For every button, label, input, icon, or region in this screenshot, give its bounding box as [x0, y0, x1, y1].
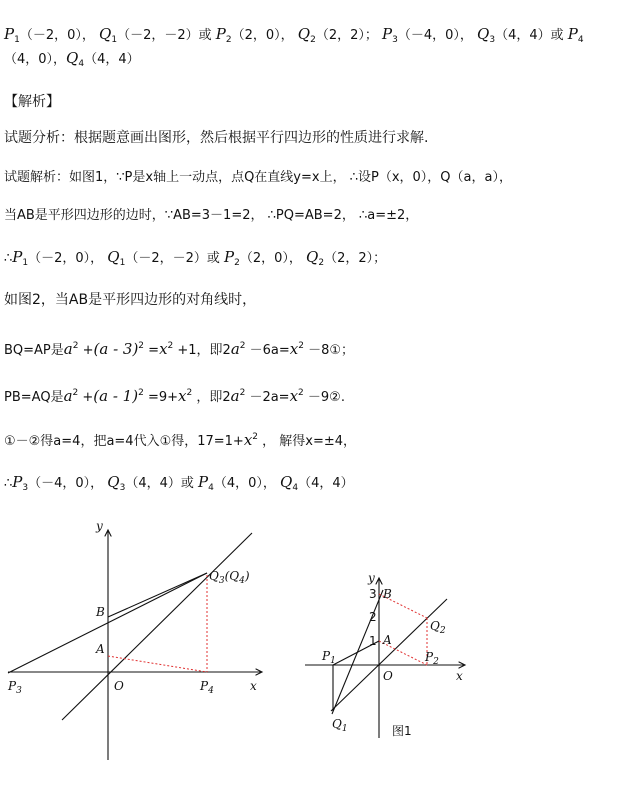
solution-line-5: BQ=AP是$a^2 +(a - 3)^2 =x^2 +1$，即$2a^2 -6a=x^2$ －8①；	[4, 340, 355, 358]
solution-line-1: 试题解析：如图1，∵P是x轴上一动点，点Q在直线y=x上， ∴设P（x，0），Q（a，a），	[4, 170, 512, 185]
fig2-p3-label: $P_3$	[8, 679, 22, 696]
solution-line-4: 如图2，当AB是平形四边形的对角线时，	[4, 292, 257, 308]
solution-line-8: $\therefore P_3(-4$，0）， $Q_3(4$，4）或 $P_4(4$，0）， $Q_4(4$，4）	[4, 473, 354, 493]
fig1-b-label: B	[383, 587, 392, 601]
fig2-a-label: A	[96, 642, 105, 656]
fig1-p1-label: $P_1$	[322, 649, 336, 666]
section-heading: 【解析】	[4, 94, 60, 110]
fig1-tick-1: 1	[369, 634, 377, 648]
fig1-q2-label: $Q_2$	[430, 619, 446, 636]
fig1-p2-label: $P_2$	[425, 650, 439, 667]
fig1-a-label: A	[383, 633, 392, 647]
solution-line-6: PB=AQ是$a^2 +(a - 1)^2 =9+x^2$ ，即$2a^2 -2a=x^2$ －9②.	[4, 387, 345, 405]
fig1-y-label: y	[368, 571, 375, 585]
analysis-text: 试题分析：根据题意画出图形，然后根据平行四边形的性质进行求解.	[4, 130, 429, 146]
fig1-tick-2: 2	[369, 610, 377, 624]
fig1-origin-label: O	[383, 669, 393, 683]
answer-line-2: （4，0），$Q_4(4$，4）	[4, 49, 140, 69]
fig1-q1-label: $Q_1$	[332, 717, 348, 734]
solution-line-3: $\therefore P_1(-2$，0）， $Q_1(-2$，－2）或 $P_2(2$，0）， $Q_2(2$，2）；	[4, 248, 387, 268]
fig1-x-label: x	[456, 669, 463, 683]
fig1-tick-3: 3	[369, 587, 377, 601]
fig2-b-label: B	[96, 605, 105, 619]
fig2-x-label: x	[250, 679, 257, 693]
fig1-caption: 图1	[392, 724, 412, 738]
fig2-origin-label: O	[114, 679, 124, 693]
fig2-p4-label: $P_4$	[200, 679, 214, 696]
fig2-q3-label: $Q_3(Q_4)$	[209, 569, 250, 586]
solution-line-2: 当AB是平形四边形的边时，∵AB=3－1=2， ∴PQ=AB=2， ∴a=±2，	[4, 208, 419, 223]
fig2-y-label: y	[96, 519, 103, 533]
solution-line-7: ①－②得a=4，把a=4代入①得，$17=1+x^2$ ， 解得x=±4，	[4, 431, 357, 449]
answer-line-1: $P_1(-2$，0）， $Q_1(-2$，－2）或 $P_2(2$，0）， $Q_2(2$，2）； $P_3(-4$，0）， $Q_3(4$，4）或 $P_4$	[4, 25, 584, 45]
